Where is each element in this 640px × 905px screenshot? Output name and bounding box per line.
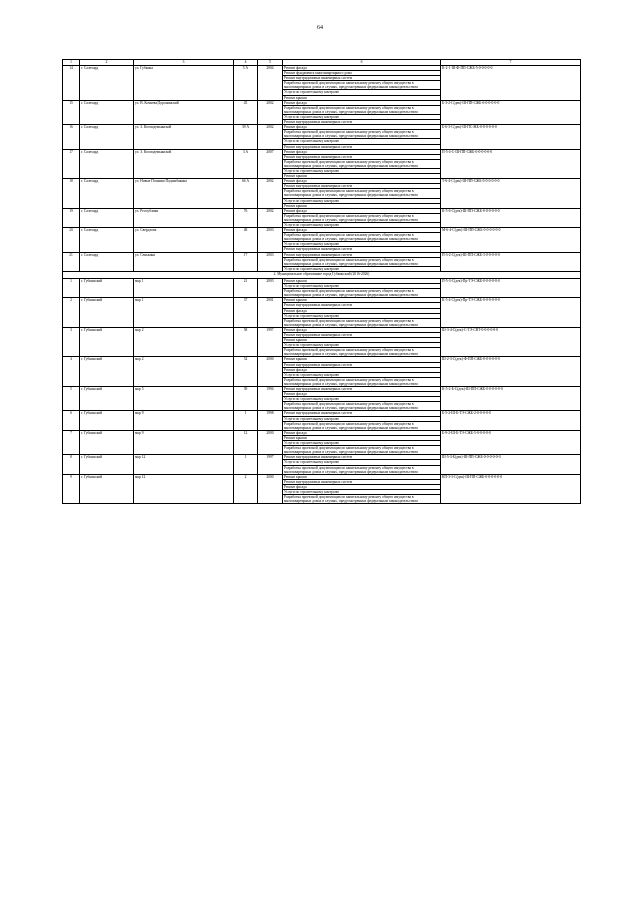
building-code-cell: Ш-2-3-С(дек)-Ф-ПП-СЖБ-0-0-0-0-0-0 bbox=[441, 357, 581, 387]
work-type-cell: Ремонт внутридомовых инженерных систем bbox=[283, 303, 441, 308]
year-cell: 2003 bbox=[258, 252, 283, 271]
year-cell: 1997 bbox=[258, 327, 283, 357]
city-cell: г. Салехард bbox=[80, 149, 134, 179]
work-type-cell: Ремонт фасада bbox=[283, 149, 441, 154]
work-type-cell: Ремонт внутридомовых инженерных систем bbox=[283, 120, 441, 125]
year-cell: 2004 bbox=[258, 66, 283, 101]
table-row bbox=[63, 455, 581, 460]
work-type-cell: Ремонт фасада bbox=[283, 100, 441, 105]
work-type-cell: Разработка проектной документации по капитальному ремонту общего имущества в многоквартирных домах в случаях, предусмотренных федеральным законодательством bbox=[283, 446, 441, 455]
work-type-cell: Услуги по строительному контролю bbox=[283, 313, 441, 318]
section-header-row bbox=[63, 271, 581, 278]
work-type-cell: Ремонт крыши bbox=[283, 203, 441, 208]
year-cell: 1998 bbox=[258, 411, 283, 430]
column-number: 3 bbox=[134, 60, 234, 66]
street-cell: ул. В. Кочнева/Доронинский bbox=[134, 100, 234, 124]
work-type-cell: Ремонт фасада bbox=[283, 392, 441, 397]
street-cell: ул. Сенькина bbox=[134, 252, 234, 271]
building-code-cell: Б-9-2-Ш-Б-ТЭ-СЖБ-5-0-0-0-0-0 bbox=[441, 430, 581, 454]
work-type-cell: Разработка проектной документации по капитальному ремонту общего имущества в многоквартирных домах в случаях, предусмотренных федеральным законодательством bbox=[283, 233, 441, 242]
house-number-cell: 52 bbox=[234, 357, 258, 387]
work-type-cell: Услуги по строительному контролю bbox=[283, 441, 441, 446]
row-number: 2 bbox=[63, 298, 80, 328]
row-number: 5 bbox=[63, 387, 80, 411]
column-number: 5 bbox=[258, 60, 283, 66]
street-cell: мкр 2 bbox=[134, 327, 234, 357]
work-type-cell: Ремонт внутридомовых инженерных систем bbox=[283, 247, 441, 252]
year-cell: 2002 bbox=[258, 208, 283, 227]
work-type-cell: Услуги по строительному контролю bbox=[283, 489, 441, 494]
table-row bbox=[63, 411, 581, 416]
house-number-cell: 39 bbox=[234, 387, 258, 411]
building-code-cell: П-5-4-С-Ш-ПП-СЖБ-0-0-0-0-0-0 bbox=[441, 149, 581, 179]
work-type-cell: Разработка проектной документации по капитальному ремонту общего имущества в многоквартирных домах в случаях, предусмотренных федеральным законодательством bbox=[283, 318, 441, 327]
building-code-cell: Б-6-3-С(дек)-Ш-ПС-ЖБ-0-0-0-0-0-0 bbox=[441, 125, 581, 149]
work-type-cell: Разработка проектной документации по капитальному ремонту общего имущества в многоквартирных домах в случаях, предусмотренных федеральным законодательством bbox=[283, 189, 441, 198]
work-type-cell: Услуги по строительному контролю bbox=[283, 242, 441, 247]
street-cell: ул. З. Космодемьянской bbox=[134, 149, 234, 179]
column-number: 4 bbox=[234, 60, 258, 66]
year-cell: 2003 bbox=[258, 228, 283, 252]
city-cell: г. Губкинский bbox=[80, 387, 134, 411]
house-number-cell: 3 А bbox=[234, 149, 258, 179]
building-code-cell: П-3-2-С(дек)-Ш-ПП-СЖБ-3-0-0-0-0-0 bbox=[441, 252, 581, 271]
work-type-cell: Разработка проектной документации по капитальному ремонту общего имущества в многоквартирных домах в случаях, предусмотренных федеральным законодательством bbox=[283, 495, 441, 504]
year-cell: 2000 bbox=[258, 357, 283, 387]
street-cell: ул. Республики bbox=[134, 208, 234, 227]
street-cell: мкр 12 bbox=[134, 474, 234, 504]
work-type-cell: Услуги по строительному контролю bbox=[283, 416, 441, 421]
work-type-cell: Ремонт внутридомовых инженерных систем bbox=[283, 184, 441, 189]
house-number-cell: 39 А bbox=[234, 125, 258, 149]
city-cell: г. Губкинский bbox=[80, 411, 134, 430]
work-type-cell: Ремонт фасада bbox=[283, 308, 441, 313]
city-cell: г. Салехард bbox=[80, 252, 134, 271]
work-type-cell: Услуги по строительному контролю bbox=[283, 397, 441, 402]
building-code-cell: К-2-1-Ш-Ф-ПП-СЖБ-5-0-0-0-0-0 bbox=[441, 66, 581, 101]
work-type-cell: Ремонт фасада bbox=[283, 367, 441, 372]
row-number: 14 bbox=[63, 66, 80, 101]
table-row bbox=[63, 252, 581, 257]
column-number: 7 bbox=[441, 60, 581, 66]
house-number-cell: 2 bbox=[234, 474, 258, 504]
work-type-cell: Ремонт внутридомовых инженерных систем bbox=[283, 455, 441, 460]
house-number-cell: 12 bbox=[234, 430, 258, 454]
work-type-cell: Услуги по строительному контролю bbox=[283, 168, 441, 173]
year-cell: 2003 bbox=[258, 278, 283, 297]
work-type-cell: Ремонт внутридомовых инженерных систем bbox=[283, 76, 441, 81]
street-cell: мкр 1 bbox=[134, 298, 234, 328]
city-cell: г. Губкинский bbox=[80, 430, 134, 454]
work-type-cell: Разработка проектной документации по капитальному ремонту общего имущества в многоквартирных домах в случаях, предусмотренных федеральным законодательством bbox=[283, 159, 441, 168]
city-cell: г. Губкинский bbox=[80, 298, 134, 328]
work-type-cell: Услуги по строительному контролю bbox=[283, 223, 441, 228]
building-code-cell: Б-3-2-С(дек)-Ш-ПП-СЖБ-6-0-0-0-0-0 bbox=[441, 100, 581, 124]
work-type-cell: Услуги по строительному контролю bbox=[283, 90, 441, 95]
row-number: 7 bbox=[63, 430, 80, 454]
row-number: 17 bbox=[63, 149, 80, 179]
column-number: 6 bbox=[283, 60, 441, 66]
building-code-cell: Ш-3-4-С(дек)-С-ТЭ-СВТ-0-0-0-0-0-0 bbox=[441, 327, 581, 357]
row-number: 4 bbox=[63, 357, 80, 387]
year-cell: 2001 bbox=[258, 298, 283, 328]
city-cell: г. Губкинский bbox=[80, 327, 134, 357]
year-cell: 2002 bbox=[258, 179, 283, 209]
street-cell: мкр 9 bbox=[134, 411, 234, 430]
city-cell: г. Салехард bbox=[80, 228, 134, 252]
street-cell: ул. З. Космодемьянской bbox=[134, 125, 234, 149]
work-type-cell: Ремонт внутридомовых инженерных систем bbox=[283, 362, 441, 367]
work-type-cell: Разработка проектной документации по капитальному ремонту общего имущества в многоквартирных домах в случаях, предусмотренных федеральным законодательством bbox=[283, 465, 441, 474]
repair-program-table bbox=[62, 59, 581, 504]
city-cell: г. Губкинский bbox=[80, 357, 134, 387]
house-number-cell: 1 bbox=[234, 455, 258, 474]
city-cell: г. Салехард bbox=[80, 208, 134, 227]
work-type-cell: Ремонт фасада bbox=[283, 66, 441, 71]
street-cell: мкр 12 bbox=[134, 455, 234, 474]
building-code-cell: КП-3-3-С(дек)-Ш-ПП-СЖБ-0-0-0-0-0-0 bbox=[441, 474, 581, 504]
city-cell: г. Салехард bbox=[80, 179, 134, 209]
city-cell: г. Салехард bbox=[80, 66, 134, 101]
work-type-cell: Разработка проектной документации по капитальному ремонту общего имущества в многоквартирных домах в случаях, предусмотренных федеральным законодательством bbox=[283, 257, 441, 266]
work-type-cell: Ремонт внутридомовых инженерных систем bbox=[283, 252, 441, 257]
city-cell: г. Губкинский bbox=[80, 455, 134, 474]
city-cell: г. Губкинский bbox=[80, 278, 134, 297]
year-cell: 2000 bbox=[258, 474, 283, 504]
year-cell: 1994 bbox=[258, 387, 283, 411]
work-type-cell: Разработка проектной документации по капитальному ремонту общего имущества в многоквартирных домах в случаях, предусмотренных федеральным законодательством bbox=[283, 421, 441, 430]
building-code-cell: П-5-3-С(дек)-Пр-ТЭ-СЖБ-0-0-0-0-0-0 bbox=[441, 278, 581, 297]
work-type-cell: Услуги по строительному контролю bbox=[283, 460, 441, 465]
work-type-cell: Разработка проектной документации по капитальному ремонту общего имущества в многоквартирных домах в случаях, предусмотренных федеральным законодательством bbox=[283, 213, 441, 222]
work-type-cell: Ремонт фасада bbox=[283, 228, 441, 233]
work-type-cell: Ремонт крыши bbox=[283, 474, 441, 479]
street-cell: ул. Новые Полянки Подшибякина bbox=[134, 179, 234, 209]
work-type-cell: Разработка проектной документации по капитальному ремонту общего имущества в многоквартирных домах в случаях, предусмотренных федеральным законодательством bbox=[283, 130, 441, 139]
city-cell: г. Салехард bbox=[80, 125, 134, 149]
work-type-cell: Ремонт крыши bbox=[283, 338, 441, 343]
year-cell: 2002 bbox=[258, 100, 283, 124]
column-number: 2 bbox=[80, 60, 134, 66]
year-cell: 2002 bbox=[258, 125, 283, 149]
street-cell: ул. Губкина bbox=[134, 66, 234, 101]
street-cell: мкр 1 bbox=[134, 278, 234, 297]
work-type-cell: Разработка проектной документации по капитальному ремонту общего имущества в многоквартирных домах в случаях, предусмотренных федеральным законодательством bbox=[283, 377, 441, 386]
year-cell: 2007 bbox=[258, 149, 283, 179]
row-number: 19 bbox=[63, 208, 80, 227]
row-number: 15 bbox=[63, 100, 80, 124]
row-number: 8 bbox=[63, 455, 80, 474]
house-number-cell: 48 bbox=[234, 228, 258, 252]
page-number: 64 bbox=[317, 25, 323, 31]
work-type-cell: Услуги по строительному контролю bbox=[283, 198, 441, 203]
house-number-cell: 21 bbox=[234, 278, 258, 297]
work-type-cell: Ремонт фасада bbox=[283, 327, 441, 332]
work-type-cell: Ремонт крыши bbox=[283, 278, 441, 283]
work-type-cell: Ремонт фасада bbox=[283, 208, 441, 213]
work-type-cell: Ремонт крыши bbox=[283, 298, 441, 303]
table-row bbox=[63, 387, 581, 392]
house-number-cell: 1 bbox=[234, 411, 258, 430]
house-number-cell: 66 А bbox=[234, 179, 258, 209]
work-type-cell: Услуги по строительному контролю bbox=[283, 266, 441, 271]
work-type-cell: Ремонт внутридомовых инженерных систем bbox=[283, 332, 441, 337]
year-cell: 1997 bbox=[258, 455, 283, 474]
house-number-cell: 45 bbox=[234, 100, 258, 124]
building-code-cell: М-6-4-С(дек)-Ш-ПП-СЖБ-0-0-0-0-0-0 bbox=[441, 228, 581, 252]
street-cell: мкр 2 bbox=[134, 357, 234, 387]
work-type-cell: Ремонт крыши bbox=[283, 357, 441, 362]
work-type-cell: Услуги по строительному контролю bbox=[283, 284, 441, 289]
building-code-cell: Т-6-4-С(дек)-Ш-ПП-СЖБ-0-0-0-0-0-0 bbox=[441, 179, 581, 209]
house-number-cell: 58 bbox=[234, 327, 258, 357]
work-type-cell: Ремонт внутридомовых инженерных систем bbox=[283, 154, 441, 159]
row-number: 21 bbox=[63, 252, 80, 271]
row-number: 16 bbox=[63, 125, 80, 149]
street-cell: ул. Свердлова bbox=[134, 228, 234, 252]
column-number: 1 bbox=[63, 60, 80, 66]
house-number-cell: 76 bbox=[234, 208, 258, 227]
house-number-cell: 5 А bbox=[234, 66, 258, 101]
work-type-cell: Ремонт фасада bbox=[283, 125, 441, 130]
building-code-cell: Б-5-2-Ш-Б-ТЭ-СЖБ-2-0-0-0-0-0 bbox=[441, 411, 581, 430]
work-type-cell: Разработка проектной документации по капитальному ремонту общего имущества в многоквартирных домах в случаях, предусмотренных федеральным законодательством bbox=[283, 81, 441, 90]
work-type-cell: Разработка проектной документации по капитальному ремонту общего имущества в многоквартирных домах в случаях, предусмотренных федеральным законодательством bbox=[283, 289, 441, 298]
work-type-cell: Ремонт фасада bbox=[283, 484, 441, 489]
work-type-cell: Разработка проектной документации по капитальному ремонту общего имущества в многоквартирных домах в случаях, предусмотренных федеральным законодательством bbox=[283, 348, 441, 357]
work-type-cell: Услуги по строительному контролю bbox=[283, 372, 441, 377]
work-type-cell: Разработка проектной документации по капитальному ремонту общего имущества в многоквартирных домах в случаях, предусмотренных федеральным законодательством bbox=[283, 105, 441, 114]
work-type-cell: Ремонт фасада bbox=[283, 430, 441, 435]
work-type-cell: Ремонт крыши bbox=[283, 435, 441, 440]
work-type-cell: Ремонт внутридомовых инженерных систем bbox=[283, 479, 441, 484]
row-number: 18 bbox=[63, 179, 80, 209]
city-cell: г. Губкинский bbox=[80, 474, 134, 504]
building-code-cell: К-5-6-С(дек)-Ш-ПП-СЖБ-0-0-0-0-0-0 bbox=[441, 208, 581, 227]
work-type-cell: Ремонт фундамента многоквартирного дома bbox=[283, 71, 441, 76]
section-title: 2. Муниципальное образование город Губкинский (2016-2026) bbox=[63, 271, 581, 278]
work-type-cell: Услуги по строительному контролю bbox=[283, 114, 441, 119]
row-number: 3 bbox=[63, 327, 80, 357]
row-number: 9 bbox=[63, 474, 80, 504]
work-type-cell: Ремонт крыши bbox=[283, 95, 441, 100]
building-code-cell: Ш-5-3-Б(дек)-Ш-ПП-СЖБ-0-0-0-0-0-0 bbox=[441, 455, 581, 474]
work-type-cell: Услуги по строительному контролю bbox=[283, 139, 441, 144]
row-number: 20 bbox=[63, 228, 80, 252]
work-type-cell: Услуги по строительному контролю bbox=[283, 343, 441, 348]
work-type-cell: Ремонт крыши bbox=[283, 174, 441, 179]
work-type-cell: Ремонт внутридомовых инженерных систем bbox=[283, 411, 441, 416]
work-type-cell: Ремонт внутридомовых инженерных систем bbox=[283, 144, 441, 149]
building-code-cell: К-5-4-С(дек)-Пр-ТЭ-СЖБ-0-0-0-0-0-0 bbox=[441, 298, 581, 328]
year-cell: 2000 bbox=[258, 430, 283, 454]
work-type-cell: Ремонт фасада bbox=[283, 179, 441, 184]
house-number-cell: 17 bbox=[234, 252, 258, 271]
row-number: 1 bbox=[63, 278, 80, 297]
work-type-cell: Разработка проектной документации по капитальному ремонту общего имущества в многоквартирных домах в случаях, предусмотренных федеральным законодательством bbox=[283, 402, 441, 411]
street-cell: мкр 5 bbox=[134, 387, 234, 411]
row-number: 6 bbox=[63, 411, 80, 430]
city-cell: г. Салехард bbox=[80, 100, 134, 124]
building-code-cell: К-5-2-Б-С(дек)-Ш-ПП-СЖБ-0-0-0-0-0-0 bbox=[441, 387, 581, 411]
work-type-cell: Ремонт внутридомовых инженерных систем bbox=[283, 387, 441, 392]
house-number-cell: 37 bbox=[234, 298, 258, 328]
street-cell: мкр 9 bbox=[134, 430, 234, 454]
